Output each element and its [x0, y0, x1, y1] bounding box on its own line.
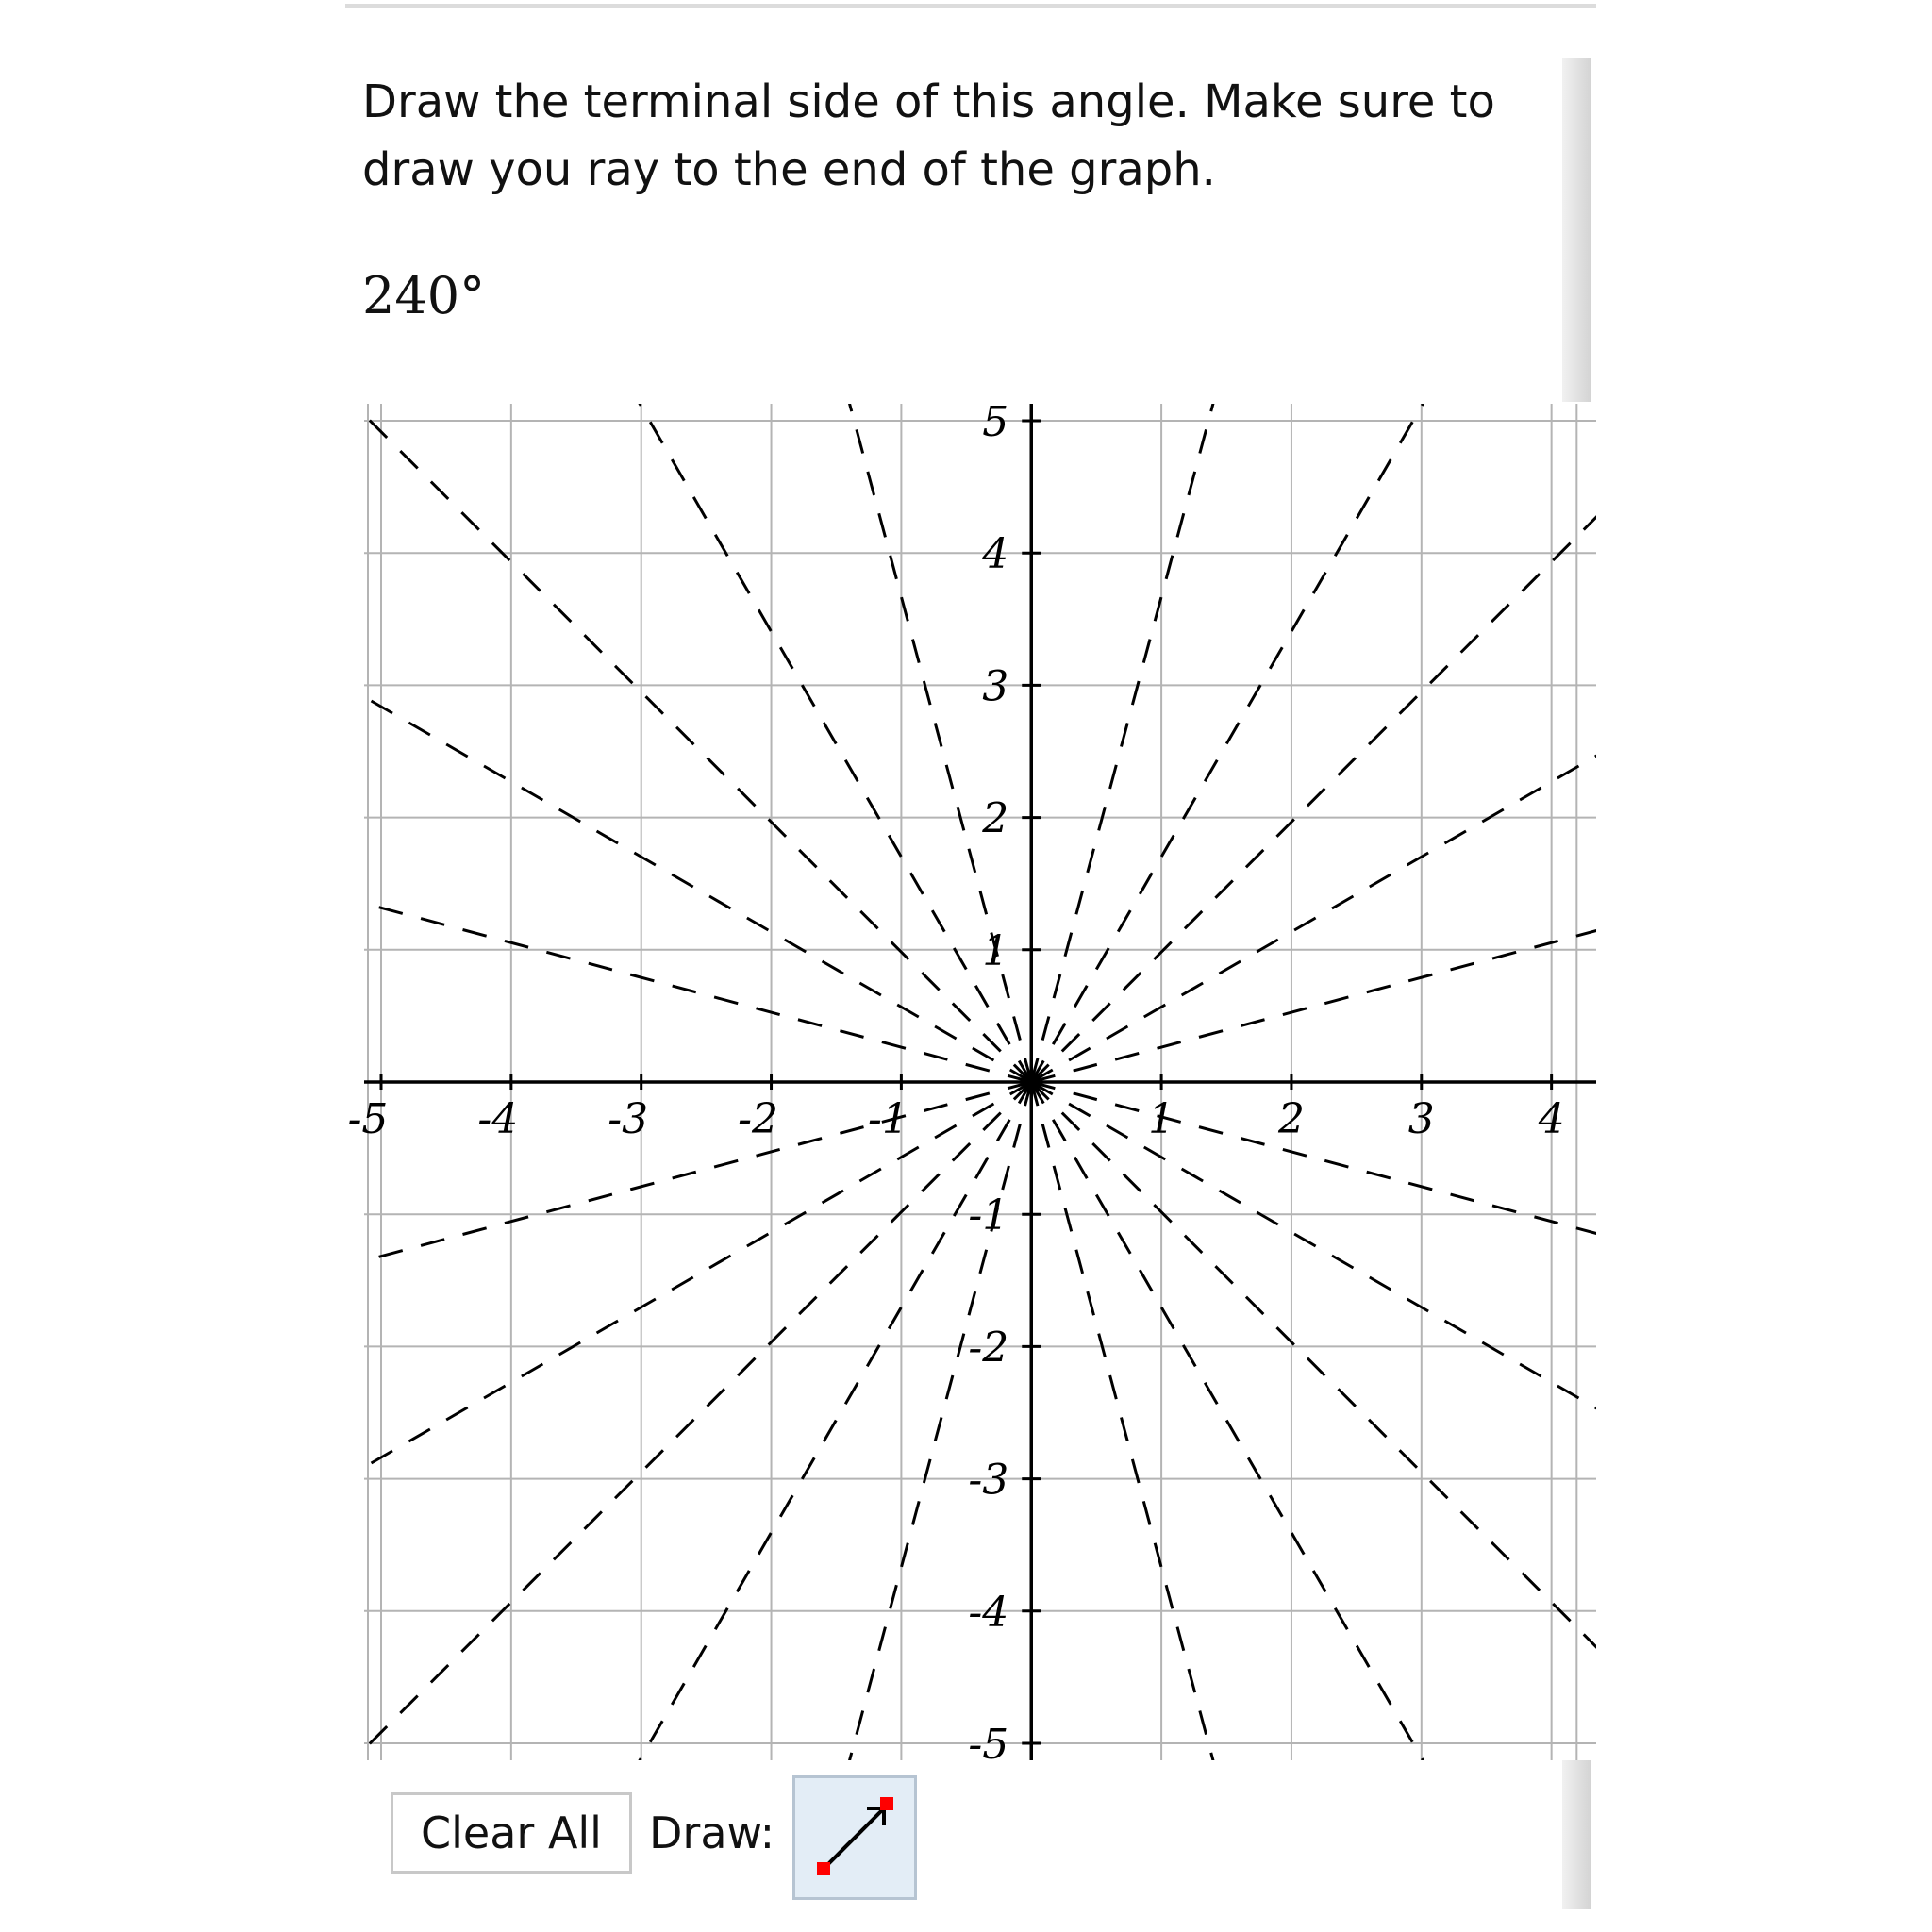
guide-ray — [1031, 0, 1932, 1082]
y-tick-label: 1 — [982, 926, 1009, 975]
y-tick-label: -2 — [968, 1324, 1009, 1373]
guide-ray — [55, 0, 1031, 1082]
guide-ray — [0, 0, 1031, 1082]
clear-all-button[interactable]: Clear All — [391, 1792, 632, 1874]
y-tick-label: 4 — [982, 530, 1009, 579]
guide-ray — [0, 0, 1031, 1082]
guide-ray — [1031, 1082, 1932, 1932]
guide-ray — [1031, 1082, 1932, 1932]
question-line-2: draw you ray to the end of the graph. — [362, 143, 1216, 196]
y-tick-label: -4 — [968, 1588, 1009, 1637]
x-tick-label: -3 — [608, 1095, 649, 1143]
x-tick-label: 2 — [1277, 1095, 1305, 1143]
guide-ray — [1031, 1082, 1932, 1932]
guide-ray — [1031, 0, 1932, 1082]
x-tick-label: -4 — [477, 1095, 519, 1143]
guide-ray — [0, 0, 1031, 1082]
guide-ray — [1031, 0, 1932, 1082]
guide-ray — [1031, 1082, 1932, 1932]
y-tick-label: 5 — [982, 398, 1009, 446]
x-tick-label: -1 — [867, 1095, 908, 1143]
y-tick-label: 3 — [982, 662, 1009, 711]
x-tick-label: 1 — [1148, 1095, 1175, 1143]
x-tick-label: 3 — [1407, 1095, 1435, 1143]
angle-label: 240° — [362, 266, 486, 325]
guide-ray — [0, 106, 1031, 1082]
x-tick-label: -2 — [738, 1095, 778, 1143]
draw-label: Draw: — [649, 1807, 775, 1858]
x-tick-label: 4 — [1538, 1095, 1565, 1143]
question-line-1: Draw the terminal side of this angle. Make sure to — [362, 75, 1495, 128]
y-tick-label: -3 — [968, 1456, 1009, 1505]
ray-draw-icon — [795, 1778, 914, 1897]
guide-ray — [1031, 1082, 1932, 1932]
y-tick-label: 2 — [982, 794, 1009, 843]
guide-ray — [1031, 106, 1932, 1082]
x-tick-label: -5 — [347, 1095, 389, 1143]
y-tick-label: -1 — [968, 1191, 1009, 1241]
guide-ray — [1031, 0, 1932, 1082]
ray-tool-button[interactable] — [792, 1775, 917, 1900]
y-tick-label: -5 — [968, 1721, 1009, 1769]
